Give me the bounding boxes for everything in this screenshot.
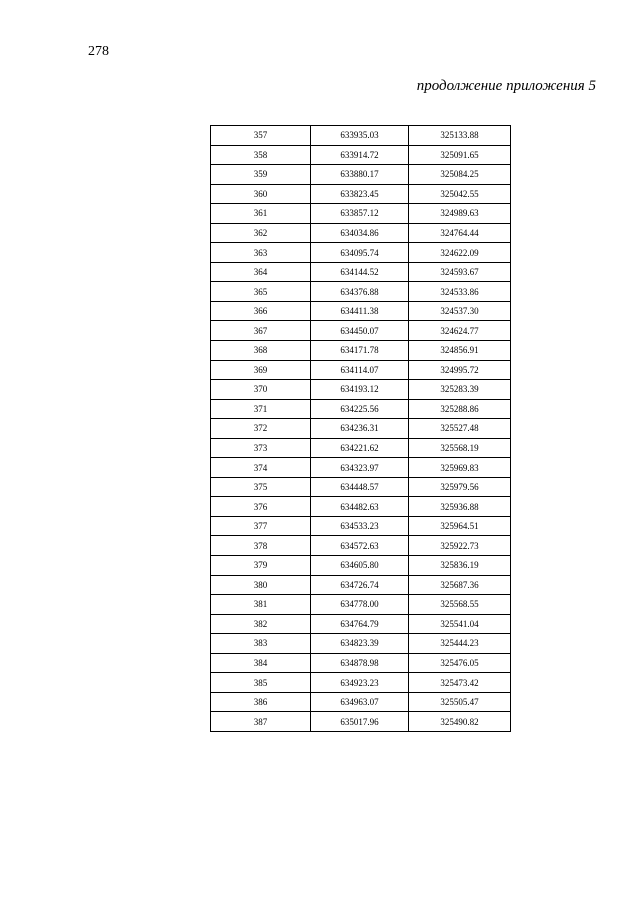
coordinates-table-body <box>211 126 511 732</box>
y-coordinate-cell: 325568.19 <box>409 438 511 458</box>
y-coordinate-cell: 325568.55 <box>409 595 511 615</box>
table-row <box>211 673 511 693</box>
table-row <box>211 223 511 243</box>
x-coordinate-cell: 634450.07 <box>311 321 409 341</box>
x-coordinate-cell: 634448.57 <box>311 477 409 497</box>
table-row <box>211 556 511 576</box>
table-row <box>211 321 511 341</box>
x-coordinate-cell: 634171.78 <box>311 341 409 361</box>
x-coordinate-cell: 634764.79 <box>311 614 409 634</box>
y-coordinate-cell: 325444.23 <box>409 634 511 654</box>
point-number-cell: 378 <box>211 536 311 556</box>
x-coordinate-cell: 634095.74 <box>311 243 409 263</box>
x-coordinate-cell: 634144.52 <box>311 262 409 282</box>
table-row <box>211 595 511 615</box>
point-number-cell: 367 <box>211 321 311 341</box>
table-row <box>211 399 511 419</box>
y-coordinate-cell: 325133.88 <box>409 126 511 146</box>
x-coordinate-cell: 634533.23 <box>311 516 409 536</box>
table-row <box>211 262 511 282</box>
point-number-cell: 371 <box>211 399 311 419</box>
y-coordinate-cell: 325505.47 <box>409 692 511 712</box>
point-number-cell: 375 <box>211 477 311 497</box>
point-number-cell: 377 <box>211 516 311 536</box>
y-coordinate-cell: 325473.42 <box>409 673 511 693</box>
point-number-cell: 373 <box>211 438 311 458</box>
x-coordinate-cell: 634963.07 <box>311 692 409 712</box>
point-number-cell: 376 <box>211 497 311 517</box>
table-row <box>211 145 511 165</box>
point-number-cell: 381 <box>211 595 311 615</box>
table-row <box>211 692 511 712</box>
point-number-cell: 387 <box>211 712 311 732</box>
table-row <box>211 575 511 595</box>
x-coordinate-cell: 634572.63 <box>311 536 409 556</box>
table-row <box>211 458 511 478</box>
x-coordinate-cell: 633880.17 <box>311 165 409 185</box>
table-row <box>211 438 511 458</box>
x-coordinate-cell: 633935.03 <box>311 126 409 146</box>
table-row <box>211 614 511 634</box>
y-coordinate-cell: 325836.19 <box>409 556 511 576</box>
point-number-cell: 359 <box>211 165 311 185</box>
point-number-cell: 372 <box>211 419 311 439</box>
y-coordinate-cell: 324537.30 <box>409 301 511 321</box>
table-row <box>211 184 511 204</box>
table-row <box>211 653 511 673</box>
x-coordinate-cell: 634726.74 <box>311 575 409 595</box>
point-number-cell: 362 <box>211 223 311 243</box>
x-coordinate-cell: 634034.86 <box>311 223 409 243</box>
x-coordinate-cell: 633914.72 <box>311 145 409 165</box>
y-coordinate-cell: 325084.25 <box>409 165 511 185</box>
table-row <box>211 204 511 224</box>
y-coordinate-cell: 324856.91 <box>409 341 511 361</box>
point-number-cell: 384 <box>211 653 311 673</box>
table-row <box>211 419 511 439</box>
continuation-heading: продолжение приложения 5 <box>416 78 596 94</box>
y-coordinate-cell: 324593.67 <box>409 262 511 282</box>
x-coordinate-cell: 634411.38 <box>311 301 409 321</box>
point-number-cell: 383 <box>211 634 311 654</box>
point-number-cell: 363 <box>211 243 311 263</box>
point-number-cell: 361 <box>211 204 311 224</box>
y-coordinate-cell: 324764.44 <box>409 223 511 243</box>
x-coordinate-cell: 633823.45 <box>311 184 409 204</box>
point-number-cell: 360 <box>211 184 311 204</box>
point-number-cell: 357 <box>211 126 311 146</box>
point-number-cell: 374 <box>211 458 311 478</box>
x-coordinate-cell: 635017.96 <box>311 712 409 732</box>
y-coordinate-cell: 325979.56 <box>409 477 511 497</box>
y-coordinate-cell: 325283.39 <box>409 380 511 400</box>
y-coordinate-cell: 325541.04 <box>409 614 511 634</box>
x-coordinate-cell: 634225.56 <box>311 399 409 419</box>
table-row <box>211 165 511 185</box>
x-coordinate-cell: 634376.88 <box>311 282 409 302</box>
y-coordinate-cell: 325288.86 <box>409 399 511 419</box>
table-row <box>211 536 511 556</box>
x-coordinate-cell: 634323.97 <box>311 458 409 478</box>
y-coordinate-cell: 325476.05 <box>409 653 511 673</box>
point-number-cell: 385 <box>211 673 311 693</box>
table-row <box>211 634 511 654</box>
y-coordinate-cell: 324995.72 <box>409 360 511 380</box>
y-coordinate-cell: 324989.63 <box>409 204 511 224</box>
x-coordinate-cell: 634221.62 <box>311 438 409 458</box>
y-coordinate-cell: 325969.83 <box>409 458 511 478</box>
x-coordinate-cell: 633857.12 <box>311 204 409 224</box>
point-number-cell: 370 <box>211 380 311 400</box>
point-number-cell: 386 <box>211 692 311 712</box>
table-row <box>211 477 511 497</box>
x-coordinate-cell: 634878.98 <box>311 653 409 673</box>
table-row <box>211 282 511 302</box>
y-coordinate-cell: 325527.48 <box>409 419 511 439</box>
table-row <box>211 497 511 517</box>
point-number-cell: 364 <box>211 262 311 282</box>
y-coordinate-cell: 325922.73 <box>409 536 511 556</box>
y-coordinate-cell: 325687.36 <box>409 575 511 595</box>
coordinates-table <box>210 125 511 732</box>
table-row <box>211 126 511 146</box>
page-number: 278 <box>88 44 109 59</box>
point-number-cell: 358 <box>211 145 311 165</box>
point-number-cell: 365 <box>211 282 311 302</box>
x-coordinate-cell: 634605.80 <box>311 556 409 576</box>
table-row <box>211 380 511 400</box>
y-coordinate-cell: 324533.86 <box>409 282 511 302</box>
point-number-cell: 368 <box>211 341 311 361</box>
x-coordinate-cell: 634923.23 <box>311 673 409 693</box>
table-row <box>211 516 511 536</box>
table-row <box>211 712 511 732</box>
table-row <box>211 341 511 361</box>
y-coordinate-cell: 324622.09 <box>409 243 511 263</box>
table-row <box>211 301 511 321</box>
x-coordinate-cell: 634114.07 <box>311 360 409 380</box>
x-coordinate-cell: 634236.31 <box>311 419 409 439</box>
x-coordinate-cell: 634778.00 <box>311 595 409 615</box>
y-coordinate-cell: 325490.82 <box>409 712 511 732</box>
y-coordinate-cell: 325042.55 <box>409 184 511 204</box>
y-coordinate-cell: 325091.65 <box>409 145 511 165</box>
point-number-cell: 382 <box>211 614 311 634</box>
table-row <box>211 360 511 380</box>
y-coordinate-cell: 324624.77 <box>409 321 511 341</box>
point-number-cell: 366 <box>211 301 311 321</box>
x-coordinate-cell: 634482.63 <box>311 497 409 517</box>
y-coordinate-cell: 325964.51 <box>409 516 511 536</box>
y-coordinate-cell: 325936.88 <box>409 497 511 517</box>
point-number-cell: 369 <box>211 360 311 380</box>
x-coordinate-cell: 634193.12 <box>311 380 409 400</box>
point-number-cell: 379 <box>211 556 311 576</box>
point-number-cell: 380 <box>211 575 311 595</box>
table-row <box>211 243 511 263</box>
x-coordinate-cell: 634823.39 <box>311 634 409 654</box>
